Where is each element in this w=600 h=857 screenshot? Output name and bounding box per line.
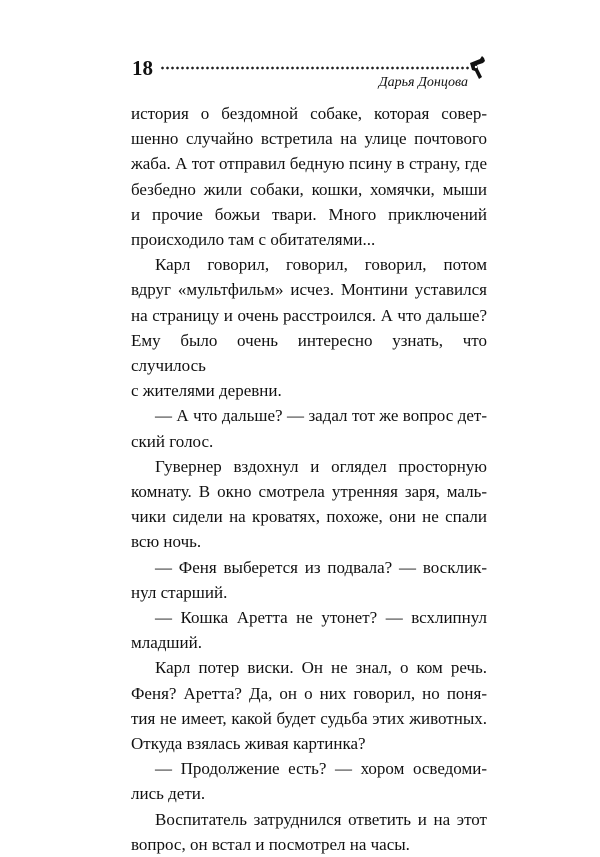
text-line: на страницу и очень расстроился. А что дальше?	[131, 305, 487, 325]
text-line: безбедно жили собаки, кошки, хомячки, мыши	[131, 179, 487, 199]
text-line: Ему было очень интересно узнать, что случилось	[131, 330, 487, 376]
text-line-last: младший.	[131, 633, 202, 653]
paragraph	[131, 252, 487, 403]
text-line-last: лись дети.	[131, 784, 206, 804]
paragraph	[131, 605, 487, 655]
text-line: тия не имеет, какой будет судьба этих животных.	[131, 708, 487, 728]
text-line-last: нул старший.	[131, 582, 228, 602]
text-line: и прочие божьи твари. Много приключений	[131, 204, 487, 224]
text-line: Гувернер вздохнул и оглядел просторную	[155, 456, 487, 476]
text-line: — Феня выберется из подвала? — восклик-	[155, 557, 487, 577]
text-line: шенно случайно встретила на улице почтового	[131, 129, 487, 149]
text-line: чики сидели на кроватях, похоже, они не спали	[131, 507, 487, 527]
text-line: — А что дальше? — задал тот же вопрос дет-	[155, 406, 487, 426]
text-line-last: ский голос.	[131, 431, 214, 451]
paragraph	[131, 454, 487, 555]
text-line: комнату. В окно смотрела утренняя заря, маль-	[131, 482, 487, 502]
revolver-icon	[466, 55, 488, 81]
page-number: 18	[132, 56, 153, 80]
text-line: Карл потер виски. Он не знал, о ком речь.	[155, 658, 487, 678]
text-line: — Кошка Аретта не утонет? — всхлипнул	[155, 608, 487, 628]
text-line: Феня? Аретта? Да, он о них говорил, но поня-	[131, 683, 487, 703]
text-line-last: вопрос, он встал и посмотрел на часы.	[131, 834, 410, 854]
body-text	[131, 101, 487, 857]
author-name: Дарья Донцова	[378, 75, 468, 90]
text-line: история о бездомной собаке, которая совер-	[131, 104, 487, 123]
text-line-last: с жителями деревни.	[131, 381, 282, 401]
paragraph	[131, 756, 487, 806]
paragraph	[131, 555, 487, 605]
paragraph	[131, 101, 487, 252]
paragraph	[131, 807, 487, 857]
text-line: жаба. А тот отправил бедную псину в страну, где	[131, 154, 487, 174]
paragraph	[131, 655, 487, 756]
text-line-last: происходило там с обитателями...	[131, 230, 376, 250]
text-line-last: Откуда взялась живая картинка?	[131, 734, 366, 754]
dotted-rule	[160, 66, 470, 70]
text-line: Карл говорил, говорил, говорил, потом	[155, 255, 487, 275]
paragraph	[131, 403, 487, 453]
text-line: вдруг «мультфильм» исчез. Монтини уставился	[131, 280, 487, 300]
text-line: Воспитатель затруднился ответить и на этот	[155, 809, 487, 829]
text-line: — Продолжение есть? — хором осведоми-	[155, 759, 487, 779]
text-line-last: всю ночь.	[131, 532, 202, 552]
